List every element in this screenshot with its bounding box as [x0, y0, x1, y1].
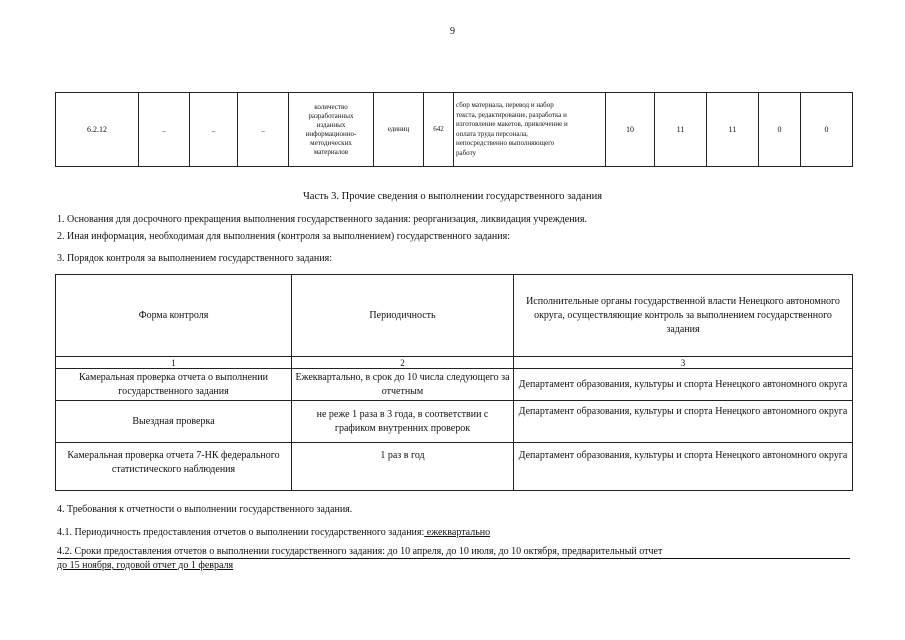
- indicator-name: количество разработанных изданных информационно- методических материалов: [289, 93, 374, 167]
- value-cell: 11: [707, 93, 759, 167]
- dash-cell: _: [190, 93, 238, 167]
- item-4-1-value: ежеквартально: [424, 527, 491, 538]
- item-4-2-value-1: до 10 апреля, до 10 июля, до 10 октября, предварительный отчет: [387, 546, 663, 557]
- header-authorities: Исполнительные органы государственной власти Ненецкого автономного округа, осуществляющие контроль за выполнением государственного задания: [514, 275, 853, 357]
- dash-cell: _: [139, 93, 190, 167]
- item-4-1-label: 4.1. Периодичность предоставления отчетов о выполнении государственного задания:: [57, 527, 425, 538]
- header-form: Форма контроля: [56, 275, 292, 357]
- description-cell: сбор материала, перевод и набор текста, редактирование, разработка и изготовление макетов, привлечение и оплата труда персонала, непосредственно выполняющего работу: [454, 93, 606, 167]
- item-4-2: [57, 546, 850, 559]
- indicators-table: [55, 92, 853, 167]
- table-header-row: [56, 275, 853, 357]
- row-code: 6.2.12: [56, 93, 139, 167]
- header-periodicity: Периодичность: [292, 275, 514, 357]
- value-cell: 11: [655, 93, 707, 167]
- item-4-2-value-2: до 15 ноября, годовой отчет до 1 февраля: [57, 560, 234, 571]
- table-row: Камеральная проверка отчета о выполнении государственного задания Ежеквартально, в срок до 10 числа следующего за отчетным Департамент образования, культуры и спорта Ненецкого автономного округа: [56, 369, 853, 401]
- value-cell: 10: [606, 93, 655, 167]
- value-cell: 0: [759, 93, 801, 167]
- item-4-text: 4. Требования к отчетности о выполнении государственного задания.: [57, 504, 353, 515]
- table-row: Камеральная проверка отчета 7-НК федерального статистического наблюдения 1 раз в год Департамент образования, культуры и спорта Ненецкого автономного округа: [56, 443, 853, 491]
- item-4-2-label: 4.2. Сроки предоставления отчетов о выполнении государственного задания:: [57, 546, 388, 557]
- okei-cell: 642: [424, 93, 454, 167]
- column-number-row: 1 2 3: [56, 357, 853, 369]
- part3-title: Часть 3. Прочие сведения о выполнении государственного задания: [302, 191, 603, 202]
- dash-cell: _: [238, 93, 289, 167]
- value-cell: 0: [801, 93, 853, 167]
- item-2-text: 2. Иная информация, необходимая для выполнения (контроля за выполнением) государственного задания:: [57, 231, 511, 242]
- item-3-text: 3. Порядок контроля за выполнением государственного задания:: [57, 253, 332, 264]
- item-4-1: [57, 527, 490, 538]
- table-row: [56, 93, 853, 167]
- item-1-text: 1. Основания для досрочного прекращения выполнения государственного задания: реорганизация, ликвидация учреждения.: [57, 214, 587, 225]
- page-number: 9: [450, 26, 455, 37]
- control-table: [55, 274, 853, 491]
- table-row: Выездная проверка не реже 1 раза в 3 года, в соответствии с графиком внутренних проверок Департамент образования, культуры и спорта Ненецкого автономного округа: [56, 401, 853, 443]
- unit-cell: единиц: [374, 93, 424, 167]
